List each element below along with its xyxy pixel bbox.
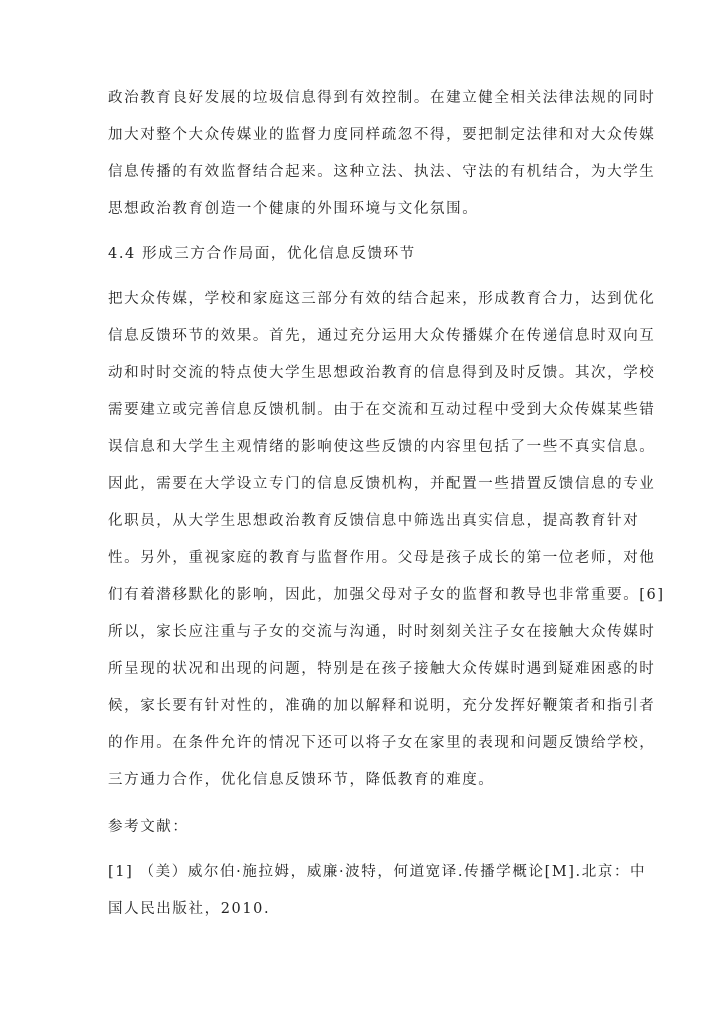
- paragraph-line: 把大众传媒，学校和家庭这三部分有效的结合起来，形成教育合力，达到优化: [108, 291, 656, 307]
- paragraph-line: 思想政治教育创造一个健康的外围环境与文化氛围。: [108, 201, 479, 217]
- paragraph-line: 信息反馈环节的效果。首先，通过充分运用大众传播媒介在传递信息时双向互: [108, 328, 656, 344]
- paragraph-line: 性。另外，重视家庭的教育与监督作用。父母是孩子成长的第一位老师，对他: [108, 550, 656, 566]
- paragraph-line: 政治教育良好发展的垃圾信息得到有效控制。在建立健全相关法律法规的同时: [108, 90, 656, 106]
- paragraph-line: 们有着潜移默化的影响，因此，加强父母对子女的监督和教导也非常重要。[6]: [108, 587, 665, 603]
- paragraph-line: 误信息和大学生主观情绪的影响使这些反馈的内容里包括了一些不真实信息。: [108, 439, 656, 455]
- references-heading: 参考文献：: [108, 819, 189, 835]
- paragraph-line: 化职员，从大学生思想政治教育反馈信息中筛选出真实信息，提高教育针对: [108, 513, 640, 529]
- paragraph-line: 所呈现的状况和出现的问题，特别是在孩子接触大众传媒时遇到疑难困惑的时: [108, 661, 656, 677]
- reference-line: [1] （美）威尔伯·施拉姆，威廉·波特，何道宽译.传播学概论[M].北京：中: [108, 864, 647, 880]
- paragraph-line: 需要建立或完善信息反馈机制。由于在交流和互动过程中受到大众传媒某些错: [108, 402, 656, 418]
- paragraph-line: 加大对整个大众传媒业的监督力度同样疏忽不得，要把制定法律和对大众传媒: [108, 127, 656, 143]
- paragraph-line: 候，家长要有针对性的，准确的加以解释和说明，充分发挥好鞭策者和指引者: [108, 698, 656, 714]
- paragraph-line: 动和时时交流的特点使大学生思想政治教育的信息得到及时反馈。其次，学校: [108, 365, 656, 381]
- paragraph-line: 的作用。在条件允许的情况下还可以将子女在家里的表现和问题反馈给学校，: [108, 735, 656, 751]
- paragraph-line: 因此，需要在大学设立专门的信息反馈机构，并配置一些措置反馈信息的专业: [108, 476, 656, 492]
- paragraph-line: 所以，家长应注重与子女的交流与沟通，时时刻刻关注子女在接触大众传媒时: [108, 624, 656, 640]
- section-heading: 4.4 形成三方合作局面，优化信息反馈环节: [108, 246, 416, 262]
- paragraph-line: 信息传播的有效监督结合起来。这种立法、执法、守法的有机结合，为大学生: [108, 164, 656, 180]
- reference-line: 国人民出版社，2010.: [108, 901, 271, 917]
- paragraph-line: 三方通力合作，优化信息反馈环节，降低教育的难度。: [108, 772, 495, 788]
